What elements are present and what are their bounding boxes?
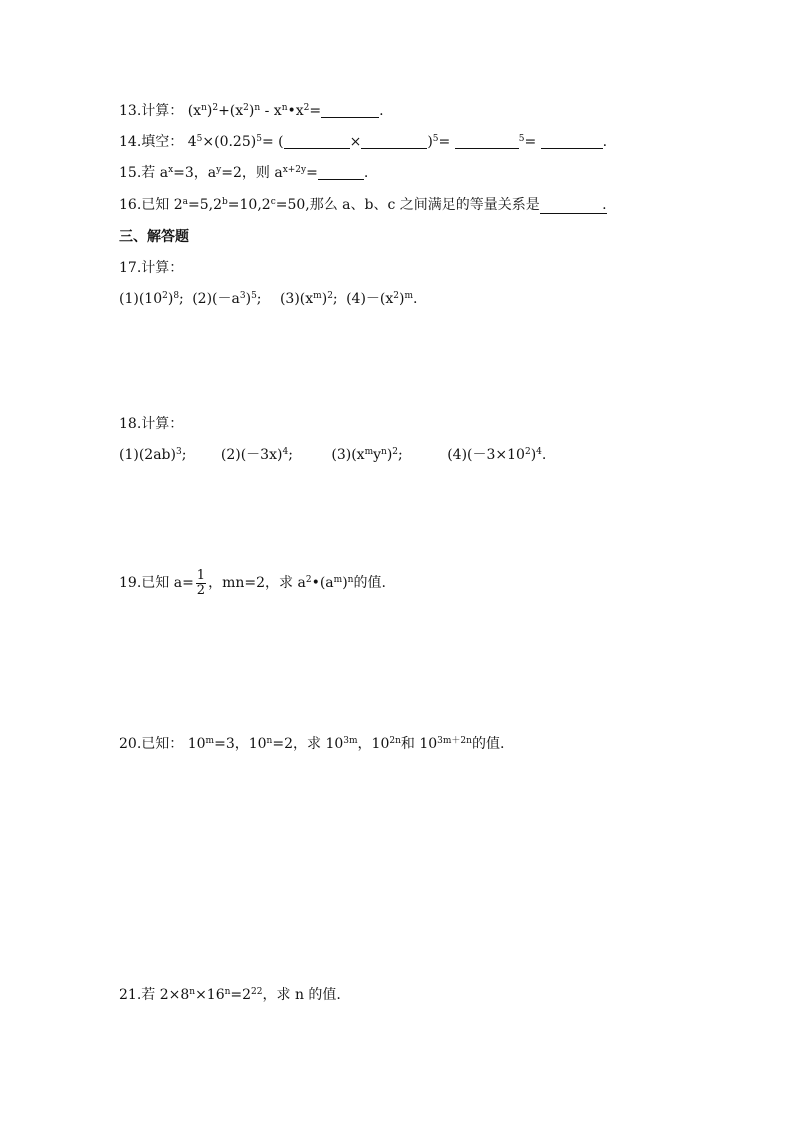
question-19-end: 的值.	[353, 575, 386, 591]
question-13	[119, 101, 384, 121]
question-20-end: 的值.	[471, 736, 505, 752]
question-21-end: 的值.	[308, 987, 341, 1003]
question-20	[119, 734, 504, 754]
question-20-label: 20.已知：	[119, 736, 184, 752]
question-21-condition: $2\times 8^n\times 16^n=2^{22}$，	[159, 987, 277, 1003]
question-17-parts: $(1)(10^2)^8$; $(2)(-a^3)^5$; $(3)(x^m)^2$; $(4)-(x^2)^m$.	[119, 291, 418, 307]
question-20-and: 和	[400, 736, 415, 752]
question-19-expression: $a^2•(a^m)^n$	[297, 575, 354, 591]
question-15-condition: $a^x=3$，$a^y=2$	[159, 165, 242, 181]
fraction-one-half: $\frac{1}{2}$	[196, 567, 206, 598]
question-15-then: ，则	[241, 165, 270, 181]
question-15-label: 15.若	[119, 165, 156, 181]
question-16	[119, 195, 607, 215]
question-16-condition: $2^a=5,2^b=10,2^c=50$,	[173, 197, 310, 213]
question-13-expression: $(x^n)^2+(x^2)^n$ - $x^n•x^2=$ .	[187, 103, 384, 119]
question-21-ask: 求	[276, 987, 291, 1003]
question-20-condition: $10^m=3$，$10^n=2$，	[187, 736, 307, 752]
question-15-expression: $a^{x+2y}=$ .	[274, 165, 369, 181]
question-14-label: 14.填空：	[119, 134, 184, 150]
question-13-label: 13.计算：	[119, 103, 184, 119]
question-18-label: 18.计算：	[119, 416, 184, 432]
question-21	[119, 985, 341, 1005]
question-20-expression-2: $10^{3m+2n}$	[419, 736, 472, 752]
question-19-condition: a= $\frac{1}{2}$ ，mn=2，	[173, 567, 280, 598]
question-16-label: 16.已知	[119, 197, 170, 213]
question-19	[119, 568, 386, 598]
question-20-ask: 求	[306, 736, 321, 752]
question-19-ask: 求	[279, 575, 294, 591]
question-18-parts: $(1)(2ab)^3$; $(2)(-3x)^4$; $(3)(x^my^n)^2$; $(4)(-3\times 10^2)^4$.	[119, 447, 547, 463]
question-14-expression: $4^5\times(0.25)^5=$ ( × )$^5$= $^5$= .	[187, 134, 608, 150]
question-21-var: n	[294, 987, 309, 1003]
question-20-expression: $10^{3m}$，$10^{2n}$	[325, 736, 401, 752]
question-17-label: 17.计算：	[119, 260, 184, 276]
question-19-label: 19.已知	[119, 575, 170, 591]
question-14	[119, 132, 607, 152]
section-title: 三、解答题	[119, 229, 189, 245]
question-16-text: 那么 a、b、c 之间满足的等量关系是	[309, 197, 540, 213]
question-15	[119, 163, 368, 183]
question-21-label: 21.若	[119, 987, 156, 1003]
question-16-blank: .	[539, 197, 607, 213]
